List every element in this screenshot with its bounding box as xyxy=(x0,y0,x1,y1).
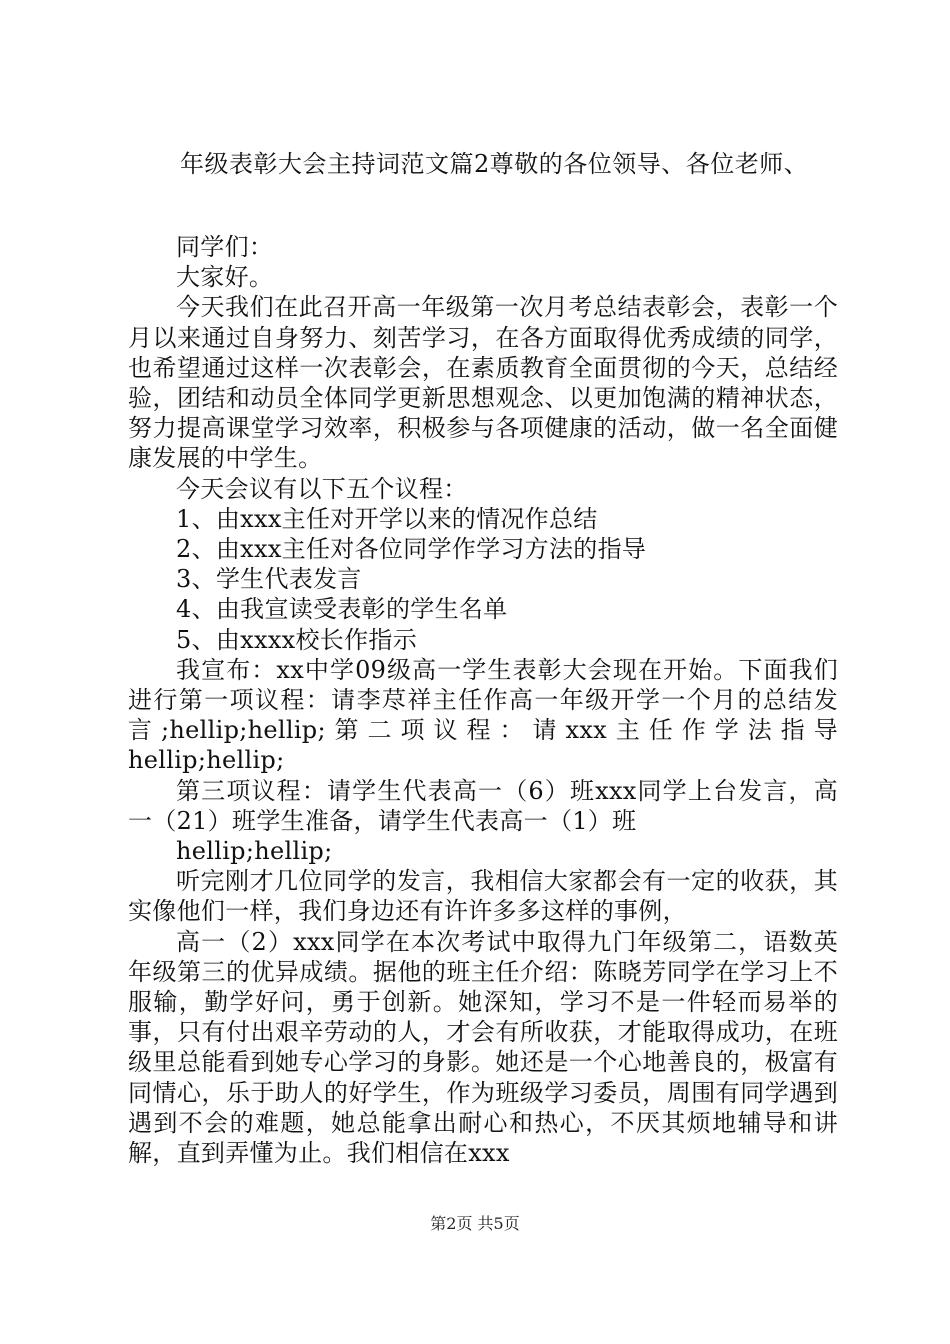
agenda-item-1: 1、由xxx主任对开学以来的情况作总结 xyxy=(176,504,598,533)
agenda-item-3: 3、学生代表发言 xyxy=(176,565,362,594)
paragraph-student-story: 高一（2）xxx同学在本次考试中取得九门年级第二，语数英年级第三的优异成绩。据他的班主任介绍：陈晓芳同学在学习上不服输，勤学好问，勇于创新。她深知，学习不是一件轻而易举的事，只有付出艰辛劳动的人，才会有所收获，才能取得成功，在班级里总能看到她专心学习的身影。她还是一个心地善良的，极富有同情心，乐于助人的好学生，作为班级学习委员，周围有同学遇到遇到不会的难题，她总能拿出耐心和热心，不厌其烦地辅导和讲解，直到弄懂为止。我们相信在xxx xyxy=(128,927,838,1168)
paragraph-third-item: 第三项议程：请学生代表高一（6）班xxx同学上台发言，高一（21）班学生准备，请学生代表高一（1）班 xyxy=(128,776,838,835)
paragraph-salutation: 同学们： xyxy=(176,233,274,261)
page-footer: 第2页 共5页 xyxy=(430,1214,520,1233)
agenda-item-2: 2、由xxx主任对各位同学作学习方法的指导 xyxy=(176,535,647,564)
agenda-item-4: 4、由我宣读受表彰的学生名单 xyxy=(176,595,508,624)
paragraph-ellipsis: hellip;hellip; xyxy=(176,837,333,866)
agenda-item-5: 5、由xxxx校长作指示 xyxy=(176,625,418,654)
document-title-line: 年级表彰大会主持词范文篇2尊敬的各位领导、各位老师、 xyxy=(180,150,809,178)
paragraph-announcement: 我宣布：xx中学09级高一学生表彰大会现在开始。下面我们进行第一项议程：请李荩祥主任作高一年级开学一个月的总结发言;hellip;hellip;第二项议程：请xxx主任作学法指导hellip;hellip; xyxy=(128,655,838,775)
paragraph-opening: 今天我们在此召开高一年级第一次月考总结表彰会，表彰一个月以来通过自身努力、刻苦学习，在各方面取得优秀成绩的同学，也希望通过这样一次表彰会，在素质教育全面贯彻的今天，总结经验，团结和动员全体同学更新思想观念、以更加饱满的精神状态，努力提高课堂学习效率，积极参与各项健康的活动，做一名全面健康发展的中学生。 xyxy=(128,293,838,473)
paragraph-agenda-intro: 今天会议有以下五个议程： xyxy=(176,474,468,503)
paragraph-reflection: 听完刚才几位同学的发言，我相信大家都会有一定的收获，其实像他们一样，我们身边还有许许多多这样的事例， xyxy=(128,867,838,926)
document-body xyxy=(128,232,838,1168)
paragraph-greeting: 大家好。 xyxy=(176,263,274,292)
